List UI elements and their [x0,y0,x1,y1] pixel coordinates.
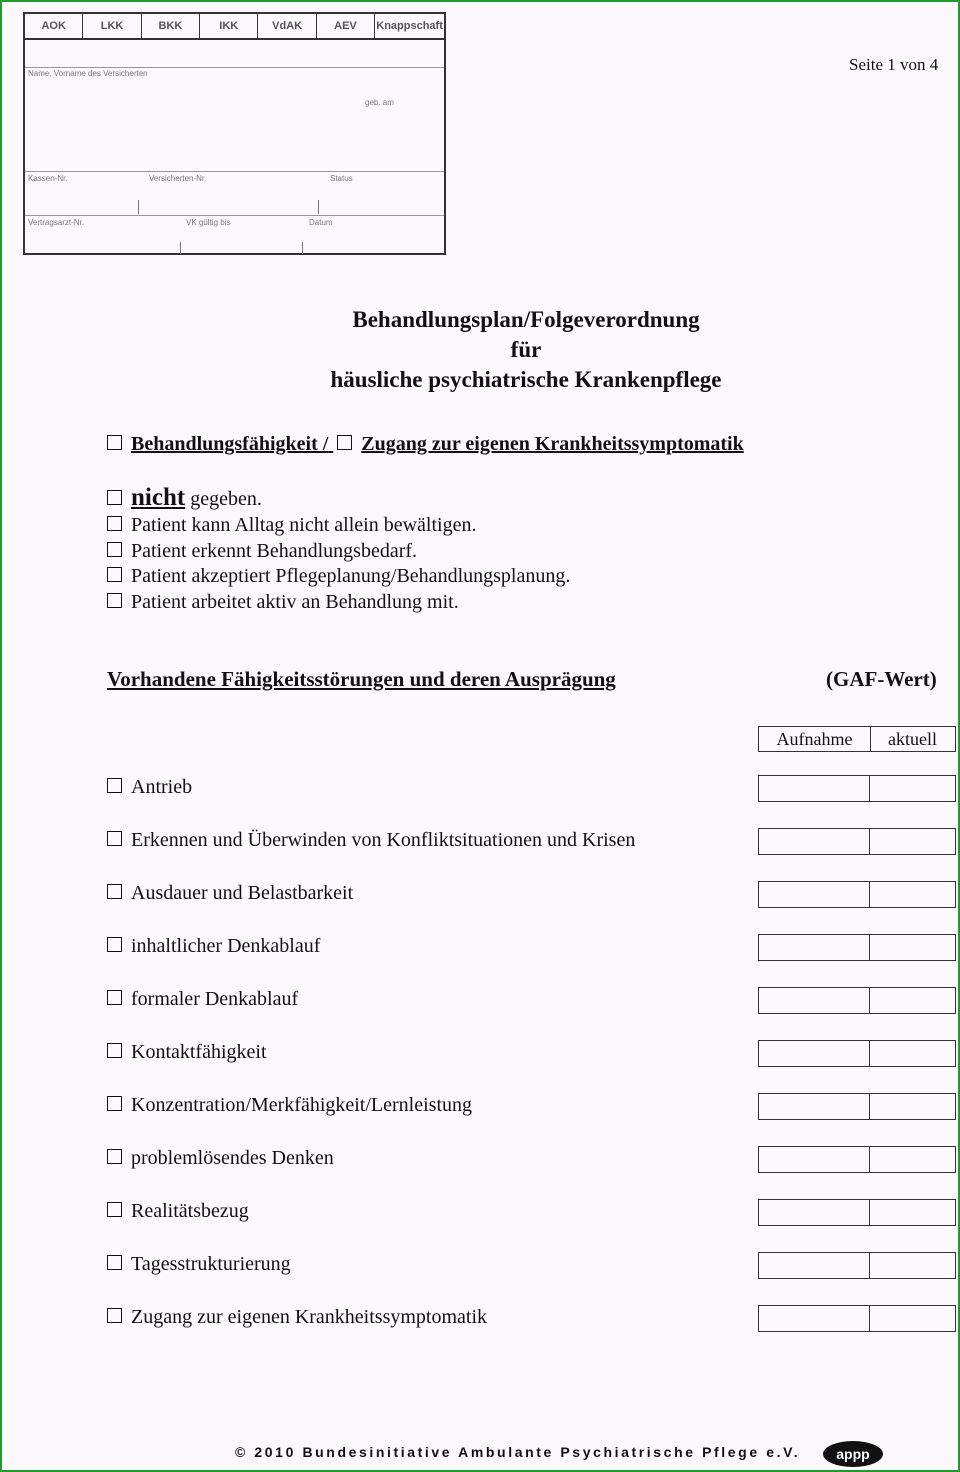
tick [302,242,303,254]
kasse-bkk[interactable]: BKK [142,14,200,38]
option-item [107,591,459,614]
checkbox[interactable] [107,593,122,608]
aufnahme-cell[interactable] [758,987,870,1014]
nicht-label: nicht [131,484,186,511]
aktuell-cell[interactable] [869,1093,956,1120]
aktuell-cell[interactable] [869,881,956,908]
option-item [107,540,417,563]
aufnahme-cell[interactable] [758,1146,870,1173]
title-line-2: für [510,337,542,362]
option-label: Patient kann Alltag nicht allein bewältigen. [131,514,477,536]
aktuell-cell[interactable] [869,775,956,802]
gegeben-label: gegeben. [190,488,262,510]
aufnahme-cell[interactable] [758,934,870,961]
ability-item [107,1306,487,1329]
aktuell-cell[interactable] [869,1199,956,1226]
option-label: Patient erkennt Behandlungsbedarf. [131,540,418,562]
ability-item [107,1094,472,1117]
aktuell-cell[interactable] [869,1305,956,1332]
ability-checkbox[interactable] [107,937,122,952]
aufnahme-cell[interactable] [758,828,870,855]
copyright-footer: © 2010 Bundesinitiative Ambulante Psychiatrische Pflege e.V. [235,1444,801,1460]
tick [318,200,319,214]
aktuell-cell[interactable] [869,1146,956,1173]
kasse-aev[interactable]: AEV [317,14,375,38]
page-number: Seite 1 von 4 [849,55,939,74]
tick [138,200,139,214]
option-item [107,565,570,588]
ability-checkbox[interactable] [107,778,122,793]
checkbox-nicht-gegeben[interactable] [107,490,122,505]
aufnahme-cell[interactable] [758,1199,870,1226]
kasse-vdak[interactable]: VdAK [258,14,316,38]
section1-heading [107,433,744,456]
ability-item [107,882,353,905]
option-label: Patient arbeitet aktiv an Behandlung mit. [131,591,459,613]
aufnahme-cell[interactable] [758,775,870,802]
kassen-row [25,14,444,40]
ability-checkbox[interactable] [107,1202,122,1217]
ability-item [107,935,320,958]
versicherten-nr-label: Versicherten-Nr. [149,174,207,183]
checkbox[interactable] [107,516,122,531]
ability-checkbox[interactable] [107,831,122,846]
ability-label: Kontaktfähigkeit [131,1041,267,1063]
ability-label: Tagesstrukturierung [131,1253,291,1275]
svg-text:appp: appp [836,1446,870,1462]
ability-label: inhaltlicher Denkablauf [131,935,321,957]
ability-item [107,776,192,799]
gaf-label: (GAF-Wert) [826,667,937,691]
ability-item [107,829,635,852]
ability-label: Ausdauer und Belastbarkeit [131,882,354,904]
name-label: Name, Vorname des Versicherten [28,69,148,78]
ability-item [107,1200,249,1223]
aktuell-cell[interactable] [869,1252,956,1279]
aktuell-cell[interactable] [869,1040,956,1067]
checkbox-zugang[interactable] [337,435,352,450]
checkbox[interactable] [107,542,122,557]
ability-checkbox[interactable] [107,1149,122,1164]
appp-logo [822,1434,884,1468]
vertragsarzt-label: Vertragsarzt-Nr. [28,218,85,227]
ability-item [107,1147,334,1170]
ability-label: Erkennen und Überwinden von Konfliktsituationen und Krisen [131,829,636,851]
status-label: Status [330,174,353,183]
aufnahme-cell[interactable] [758,1093,870,1120]
aufnahme-cell[interactable] [758,1040,870,1067]
ability-checkbox[interactable] [107,990,122,1005]
insurance-header-box [23,12,446,255]
ability-checkbox[interactable] [107,1255,122,1270]
divider [25,171,444,172]
ability-label: problemlösendes Denken [131,1147,334,1169]
ability-label: Konzentration/Merkfähigkeit/Lernleistung [131,1094,473,1116]
aufnahme-cell[interactable] [758,881,870,908]
section2-heading: Vorhandene Fähigkeitsstörungen und deren Ausprägung [107,667,616,691]
kasse-lkk[interactable]: LKK [83,14,141,38]
vk-label: VK gültig bis [186,218,231,227]
aufnahme-cell[interactable] [758,1252,870,1279]
title-line-1: Behandlungsplan/Folgeverordnung [352,307,700,332]
ability-label: Realitätsbezug [131,1200,249,1222]
aufnahme-cell[interactable] [758,1305,870,1332]
heading-b: Zugang zur eigenen Krankheitssymptomatik [361,433,744,455]
divider [25,215,444,216]
col-aufnahme-header: Aufnahme [758,726,871,752]
tick [180,242,181,254]
aktuell-cell[interactable] [869,934,956,961]
heading-a: Behandlungsfähigkeit / [131,433,329,455]
ability-checkbox[interactable] [107,884,122,899]
ability-item [107,1041,267,1064]
geb-label: geb. am [365,98,394,107]
kasse-aok[interactable]: AOK [25,14,83,38]
kassen-nr-label: Kassen-Nr. [28,174,68,183]
kasse-knappschaft[interactable]: Knappschaft [376,20,443,32]
ability-item [107,1253,291,1276]
option-label: Patient akzeptiert Pflegeplanung/Behandlungsplanung. [131,565,571,587]
checkbox[interactable] [107,567,122,582]
option-item [107,514,476,537]
aktuell-cell[interactable] [869,987,956,1014]
col-aktuell-header: aktuell [870,726,956,752]
ability-label: formaler Denkablauf [131,988,299,1010]
checkbox-behandlungsfaehigkeit[interactable] [107,435,122,450]
document-title [300,305,752,395]
aktuell-cell[interactable] [869,828,956,855]
divider [25,67,444,68]
datum-label: Datum [309,218,333,227]
ability-label: Zugang zur eigenen Krankheitssymptomatik [131,1306,488,1328]
ability-checkbox[interactable] [107,1308,122,1323]
title-line-3: häusliche psychiatrische Krankenpflege [330,367,722,392]
ability-label: Antrieb [131,776,193,798]
ability-checkbox[interactable] [107,1043,122,1058]
kasse-ikk[interactable]: IKK [200,14,258,38]
ability-item [107,988,298,1011]
option-nicht-gegeben [107,484,262,512]
ability-checkbox[interactable] [107,1096,122,1111]
